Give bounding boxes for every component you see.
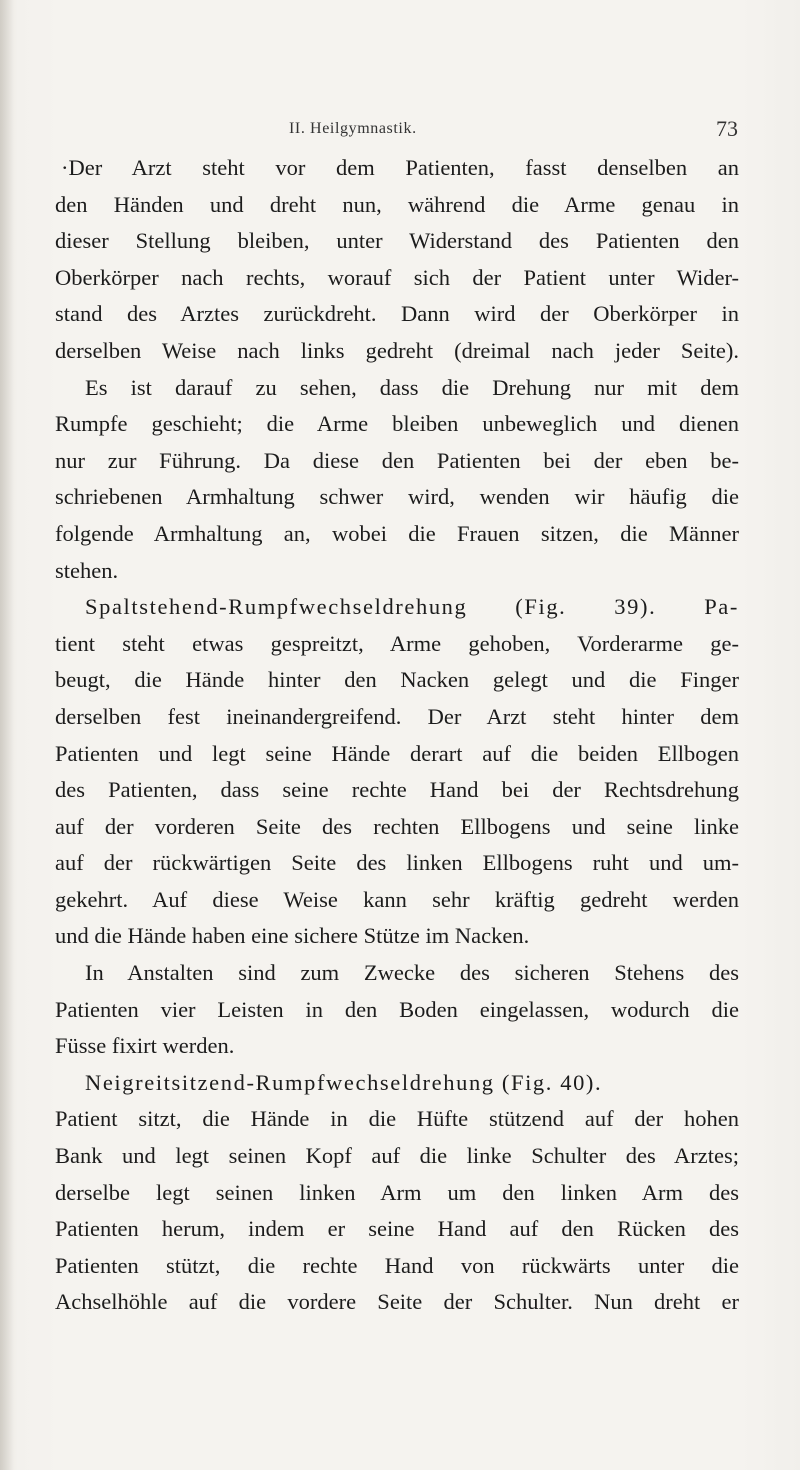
text-line: tient steht etwas gespreitzt, Arme gehoben, Vorderarme ge- bbox=[55, 630, 739, 656]
text-line: Patient sitzt, die Hände in die Hüfte stützend auf der hohen bbox=[55, 1106, 739, 1132]
text-line: In Anstalten sind zum Zwecke des sicheren Stehens des bbox=[85, 960, 739, 986]
text-line: Füsse fixirt werden. bbox=[55, 1033, 235, 1059]
text-line: dieser Stellung bleiben, unter Widerstand des Patienten den bbox=[55, 228, 739, 254]
page-number: 73 bbox=[716, 116, 738, 141]
text-line: beugt, die Hände hinter den Nacken gelegt und die Finger bbox=[55, 667, 739, 693]
text-line: Patienten stützt, die rechte Hand von rückwärts unter die bbox=[55, 1252, 739, 1278]
page-header bbox=[0, 116, 800, 146]
text-line: Oberkörper nach rechts, worauf sich der Patient unter Wider- bbox=[55, 264, 739, 290]
text-line: nur zur Führung. Da diese den Patienten bei der eben be- bbox=[55, 447, 739, 473]
text-line: Es ist darauf zu sehen, dass die Drehung nur mit dem bbox=[85, 374, 739, 400]
page-gutter-shadow bbox=[0, 0, 14, 1470]
text-line: Patienten und legt seine Hände derart auf die beiden Ellbogen bbox=[55, 740, 739, 766]
text-line: des Patienten, dass seine rechte Hand bei der Rechtsdrehung bbox=[55, 777, 739, 803]
text-line: Achselhöhle auf die vordere Seite der Schulter. Nun dreht er bbox=[55, 1289, 739, 1315]
text-line: gekehrt. Auf diese Weise kann sehr kräftig gedreht werden bbox=[55, 886, 739, 912]
text-line: Patienten herum, indem er seine Hand auf den Rücken des bbox=[55, 1216, 739, 1242]
text-line: stehen. bbox=[55, 557, 119, 583]
text-line: stand des Arztes zurückdreht. Dann wird der Oberkörper in bbox=[55, 301, 739, 327]
text-line: folgende Armhaltung an, wobei die Frauen sitzen, die Männer bbox=[55, 520, 739, 546]
section-heading-line: Spaltstehend-Rumpfwechseldrehung (Fig. 39). Pa- bbox=[85, 594, 739, 620]
text-line: auf der vorderen Seite des rechten Ellbogens und seine linke bbox=[55, 813, 739, 839]
text-line: Bank und legt seinen Kopf auf die linke Schulter des Arztes; bbox=[55, 1143, 739, 1169]
body-text bbox=[55, 150, 739, 1321]
running-head: II. Heilgymnastik. bbox=[289, 120, 417, 137]
text-line: auf der rückwärtigen Seite des linken Ellbogens ruht und um- bbox=[55, 850, 739, 876]
text-line: derselben Weise nach links gedreht (dreimal nach jeder Seite). bbox=[55, 337, 739, 363]
text-line: ·Der Arzt steht vor dem Patienten, fasst denselben an bbox=[61, 155, 739, 180]
text-line: den Händen und dreht nun, während die Arme genau in bbox=[55, 191, 739, 217]
text-line: derselben fest ineinandergreifend. Der Arzt steht hinter dem bbox=[55, 703, 739, 729]
text-line: und die Hände haben eine sichere Stütze im Nacken. bbox=[55, 923, 530, 949]
section-heading-line: Neigreitsitzend-Rumpfwechseldrehung (Fig. 40). bbox=[85, 1069, 603, 1095]
text-line: derselbe legt seinen linken Arm um den linken Arm des bbox=[55, 1179, 739, 1205]
text-line: Patienten vier Leisten in den Boden eingelassen, wodurch die bbox=[55, 996, 739, 1022]
text-line: Rumpfe geschieht; die Arme bleiben unbeweglich und dienen bbox=[55, 411, 739, 437]
text-line: schriebenen Armhaltung schwer wird, wenden wir häufig die bbox=[55, 484, 739, 510]
